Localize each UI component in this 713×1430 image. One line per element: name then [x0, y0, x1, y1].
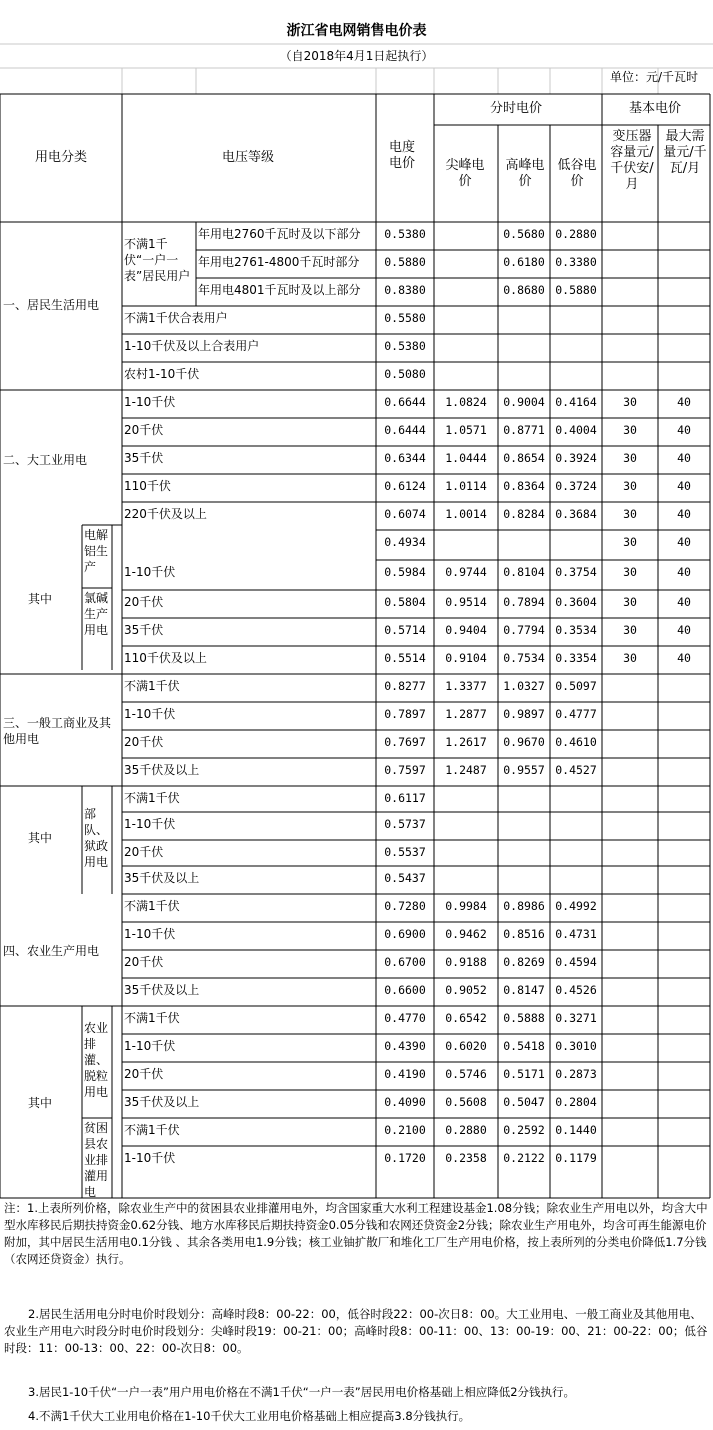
cell-voltage: 35千伏	[124, 451, 164, 465]
cell-voltage: 1-10千伏	[124, 395, 176, 409]
group-military: 部队、狱政用电	[84, 807, 109, 869]
cell-low-price: 0.3754	[555, 565, 597, 579]
cell-kwh-price: 0.5514	[384, 651, 426, 665]
group-general: 三、一般工商业及其他用电	[3, 716, 112, 746]
header-basic: 基本电价	[628, 101, 681, 116]
cell-peak-price: 0.6020	[445, 1039, 487, 1053]
note-1: 注：1.上表所列价格，除农业生产中的贫困县农业排灌用电外，均含国家重大水利工程建设基金1.08分钱；除农业生产用电以外，均含大中型水库移民后期扶持资金0.62分钱、地方水库移民后期扶持资金0.05分钱和农网还贷资金2分钱；除农业生产用电外，均含可再生能源电价附加，其中居民生活用电0.1分钱 、其余各类用电1.9分钱；核工业铀扩散厂和堆化工厂生产用电价格，按上表所列的分类电价降低1.7分钱（农网还贷资金）执行。	[4, 1201, 708, 1266]
cell-low-price: 0.1179	[555, 1151, 597, 1165]
cell-peak-price: 0.6542	[445, 1011, 487, 1025]
cell-peak-price: 1.0114	[445, 479, 487, 493]
cell-kwh-price: 0.5537	[384, 845, 426, 859]
cell-high-price: 0.8986	[503, 899, 545, 913]
cell-peak-price: 0.5746	[445, 1067, 487, 1081]
cell-demand-price: 40	[677, 395, 691, 409]
cell-voltage: 1-10千伏	[124, 1151, 176, 1165]
cell-peak-price: 1.0444	[445, 451, 487, 465]
cell-kwh-price: 0.4934	[384, 535, 426, 549]
group-residential: 一、居民生活用电	[3, 298, 100, 312]
cell-high-price: 0.5888	[503, 1011, 545, 1025]
cell-low-price: 0.4777	[555, 707, 597, 721]
cell-high-price: 0.6180	[503, 255, 545, 269]
cell-kwh-price: 0.5714	[384, 623, 426, 637]
cell-low-price: 0.3380	[555, 255, 597, 269]
cell-kwh-price: 0.5380	[384, 227, 426, 241]
cell-kwh-price: 0.6074	[384, 507, 426, 521]
cell-voltage: 20千伏	[124, 735, 164, 749]
cell-voltage: 不满1千伏合表用户	[124, 311, 228, 325]
cell-peak-price: 1.2487	[445, 763, 487, 777]
cell-peak-price: 0.9514	[445, 595, 487, 609]
cell-high-price: 0.5680	[503, 227, 545, 241]
cell-kwh-price: 0.5080	[384, 367, 426, 381]
cell-kwh-price: 0.5737	[384, 817, 426, 831]
cell-peak-price: 1.3377	[445, 679, 487, 693]
header-demand: 最大需量元/千瓦/月	[663, 129, 707, 176]
cell-peak-price: 1.0571	[445, 423, 487, 437]
cell-low-price: 0.2804	[555, 1095, 597, 1109]
cell-voltage: 110千伏及以上	[124, 651, 207, 665]
cell-peak-price: 0.9984	[445, 899, 487, 913]
cell-peak-price: 0.9462	[445, 927, 487, 941]
cell-voltage: 不满1千伏	[124, 1123, 180, 1137]
cell-voltage: 20千伏	[124, 845, 164, 859]
cell-kwh-price: 0.6124	[384, 479, 426, 493]
cell-voltage: 1-10千伏	[124, 927, 176, 941]
cell-demand-price: 40	[677, 565, 691, 579]
table-title: 浙江省电网销售电价表	[286, 23, 427, 39]
cell-low-price: 0.3684	[555, 507, 597, 521]
label-qizhong-1: 其中	[28, 592, 53, 606]
cell-transformer-price: 30	[623, 395, 637, 409]
cell-peak-price: 0.2880	[445, 1123, 487, 1137]
header-category: 用电分类	[34, 150, 87, 165]
cell-low-price: 0.4594	[555, 955, 597, 969]
cell-transformer-price: 30	[623, 507, 637, 521]
cell-kwh-price: 0.7280	[384, 899, 426, 913]
cell-peak-price: 0.9404	[445, 623, 487, 637]
header-kwh-price: 电度电价	[388, 140, 415, 171]
cell-transformer-price: 30	[623, 623, 637, 637]
cell-kwh-price: 0.5984	[384, 565, 426, 579]
cell-peak-price: 1.0824	[445, 395, 487, 409]
cell-high-price: 0.8654	[503, 451, 545, 465]
cell-low-price: 0.5097	[555, 679, 597, 693]
cell-peak-price: 0.9104	[445, 651, 487, 665]
cell-transformer-price: 30	[623, 565, 637, 579]
cell-high-price: 0.8364	[503, 479, 545, 493]
cell-low-price: 0.3010	[555, 1039, 597, 1053]
cell-high-price: 1.0327	[503, 679, 545, 693]
cell-kwh-price: 0.6444	[384, 423, 426, 437]
cell-peak-price: 1.2877	[445, 707, 487, 721]
cell-high-price: 0.7794	[503, 623, 545, 637]
cell-kwh-price: 0.5380	[384, 339, 426, 353]
cell-low-price: 0.4610	[555, 735, 597, 749]
cell-kwh-price: 0.7897	[384, 707, 426, 721]
cell-voltage: 不满1千伏	[124, 1011, 180, 1025]
cell-voltage: 1-10千伏及以上合表用户	[124, 339, 260, 353]
cell-voltage: 35千伏及以上	[124, 871, 200, 885]
header-low: 低谷电价	[557, 158, 597, 189]
cell-high-price: 0.9004	[503, 395, 545, 409]
cell-demand-price: 40	[677, 479, 691, 493]
cell-kwh-price: 0.6900	[384, 927, 426, 941]
cell-low-price: 0.4527	[555, 763, 597, 777]
group-irrigation: 农业排灌、脱粒用电	[84, 1021, 109, 1099]
note-2: 2.居民生活用电分时电价时段划分：高峰时段8：00-22：00，低谷时段22：00-次日8：00。大工业用电、一般工商业及其他用电、农业生产用电六时段分时电价时段划分：尖峰时段19：00-21：00；高峰时段8：00-11：00、13：00-19：00、21：00-22：00；低谷时段：11：00-13：00、22：00-次日8：00。	[4, 1307, 708, 1355]
cell-low-price: 0.4731	[555, 927, 597, 941]
cell-peak-price: 0.5608	[445, 1095, 487, 1109]
cell-kwh-price: 0.6117	[384, 791, 426, 805]
cell-voltage: 不满1千伏	[124, 679, 180, 693]
cell-low-price: 0.3534	[555, 623, 597, 637]
cell-transformer-price: 30	[623, 651, 637, 665]
cell-kwh-price: 0.1720	[384, 1151, 426, 1165]
cell-high-price: 0.9670	[503, 735, 545, 749]
cell-peak-price: 0.9744	[445, 565, 487, 579]
cell-demand-price: 40	[677, 507, 691, 521]
group-large-industry: 二、大工业用电	[3, 453, 88, 467]
note-4: 4.不满1千伏大工业用电价格在1-10千伏大工业用电价格基础上相应提高3.8分钱执行。	[28, 1409, 471, 1423]
cell-low-price: 0.4992	[555, 899, 597, 913]
cell-high-price: 0.8147	[503, 983, 545, 997]
cell-low-price: 0.5880	[555, 283, 597, 297]
cell-voltage: 1-10千伏	[124, 817, 176, 831]
group-poor: 贫困县农业排灌用电	[84, 1121, 109, 1199]
cell-kwh-price: 0.4090	[384, 1095, 426, 1109]
cell-kwh-price: 0.6600	[384, 983, 426, 997]
cell-kwh-price: 0.6700	[384, 955, 426, 969]
cell-kwh-price: 0.4770	[384, 1011, 426, 1025]
header-transformer: 变压器容量元/千伏安/月	[610, 129, 654, 192]
cell-kwh-price: 0.5580	[384, 311, 426, 325]
cell-low-price: 0.3924	[555, 451, 597, 465]
cell-peak-price: 1.0014	[445, 507, 487, 521]
cell-voltage: 35千伏及以上	[124, 983, 200, 997]
cell-kwh-price: 0.8380	[384, 283, 426, 297]
cell-peak-price: 1.2617	[445, 735, 487, 749]
cell-high-price: 0.9557	[503, 763, 545, 777]
cell-transformer-price: 30	[623, 535, 637, 549]
cell-voltage: 农村1-10千伏	[124, 367, 200, 381]
cell-voltage: 220千伏及以上	[124, 507, 207, 521]
cell-high-price: 0.8269	[503, 955, 545, 969]
cell-high-price: 0.5047	[503, 1095, 545, 1109]
cell-peak-price: 0.9188	[445, 955, 487, 969]
cell-kwh-price: 0.7597	[384, 763, 426, 777]
cell-voltage: 不满1千伏	[124, 899, 180, 913]
cell-voltage: 年用电4801千瓦时及以上部分	[198, 283, 361, 297]
note-3: 3.居民1-10千伏“一户一表”用户用电价格在不满1千伏“一户一表”居民用电价格基础上相应降低2分钱执行。	[28, 1385, 576, 1399]
cell-transformer-price: 30	[623, 595, 637, 609]
label-qizhong-2: 其中	[28, 831, 53, 845]
cell-voltage: 110千伏	[124, 479, 171, 493]
cell-kwh-price: 0.2100	[384, 1123, 426, 1137]
cell-transformer-price: 30	[623, 479, 637, 493]
cell-peak-price: 0.2358	[445, 1151, 487, 1165]
cell-low-price: 0.3354	[555, 651, 597, 665]
cell-transformer-price: 30	[623, 451, 637, 465]
group-aluminum: 电解铝生产	[84, 528, 109, 574]
cell-low-price: 0.4004	[555, 423, 597, 437]
cell-low-price: 0.2873	[555, 1067, 597, 1081]
cell-kwh-price: 0.8277	[384, 679, 426, 693]
cell-voltage: 35千伏	[124, 623, 164, 637]
group-chlor: 氯碱生产用电	[84, 591, 109, 637]
cell-kwh-price: 0.5804	[384, 595, 426, 609]
cell-voltage: 不满1千伏	[124, 791, 180, 805]
cell-high-price: 0.7894	[503, 595, 545, 609]
cell-kwh-price: 0.7697	[384, 735, 426, 749]
cell-low-price: 0.1440	[555, 1123, 597, 1137]
group-residential-sub: 不满1千伏“一户一表”居民用户	[124, 237, 191, 283]
cell-peak-price: 0.9052	[445, 983, 487, 997]
unit-label: 单位：元/千瓦时	[610, 70, 699, 84]
cell-voltage: 年用电2761-4800千瓦时部分	[198, 255, 360, 269]
cell-high-price: 0.8284	[503, 507, 545, 521]
cell-demand-price: 40	[677, 423, 691, 437]
cell-high-price: 0.8680	[503, 283, 545, 297]
cell-kwh-price: 0.4390	[384, 1039, 426, 1053]
cell-high-price: 0.2122	[503, 1151, 545, 1165]
cell-voltage: 年用电2760千瓦时及以下部分	[198, 227, 361, 241]
cell-high-price: 0.7534	[503, 651, 545, 665]
group-agri: 四、农业生产用电	[3, 944, 100, 958]
cell-low-price: 0.2880	[555, 227, 597, 241]
cell-voltage: 20千伏	[124, 1067, 164, 1081]
cell-high-price: 0.5171	[503, 1067, 545, 1081]
cell-high-price: 0.9897	[503, 707, 545, 721]
header-voltage: 电压等级	[221, 150, 274, 165]
cell-kwh-price: 0.6644	[384, 395, 426, 409]
cell-demand-price: 40	[677, 651, 691, 665]
header-tou: 分时电价	[489, 101, 542, 116]
cell-high-price: 0.8104	[503, 565, 545, 579]
cell-voltage: 1-10千伏	[124, 1039, 176, 1053]
cell-low-price: 0.3724	[555, 479, 597, 493]
cell-voltage: 35千伏及以上	[124, 1095, 200, 1109]
cell-low-price: 0.4164	[555, 395, 597, 409]
cell-transformer-price: 30	[623, 423, 637, 437]
cell-voltage: 20千伏	[124, 595, 164, 609]
cell-demand-price: 40	[677, 451, 691, 465]
header-peak: 尖峰电价	[445, 158, 485, 189]
cell-voltage: 1-10千伏	[124, 565, 176, 579]
label-qizhong-3: 其中	[28, 1096, 53, 1110]
cell-kwh-price: 0.6344	[384, 451, 426, 465]
cell-low-price: 0.3271	[555, 1011, 597, 1025]
cell-low-price: 0.3604	[555, 595, 597, 609]
cell-kwh-price: 0.4190	[384, 1067, 426, 1081]
cell-voltage: 20千伏	[124, 423, 164, 437]
cell-high-price: 0.8516	[503, 927, 545, 941]
header-high: 高峰电价	[505, 158, 545, 189]
cell-voltage: 20千伏	[124, 955, 164, 969]
table-subtitle: （自2018年4月1日起执行）	[279, 49, 434, 63]
cell-demand-price: 40	[677, 595, 691, 609]
cell-high-price: 0.5418	[503, 1039, 545, 1053]
cell-voltage: 1-10千伏	[124, 707, 176, 721]
cell-demand-price: 40	[677, 623, 691, 637]
cell-voltage: 35千伏及以上	[124, 763, 200, 777]
cell-high-price: 0.2592	[503, 1123, 545, 1137]
cell-kwh-price: 0.5880	[384, 255, 426, 269]
cell-kwh-price: 0.5437	[384, 871, 426, 885]
cell-low-price: 0.4526	[555, 983, 597, 997]
cell-demand-price: 40	[677, 535, 691, 549]
cell-high-price: 0.8771	[503, 423, 545, 437]
